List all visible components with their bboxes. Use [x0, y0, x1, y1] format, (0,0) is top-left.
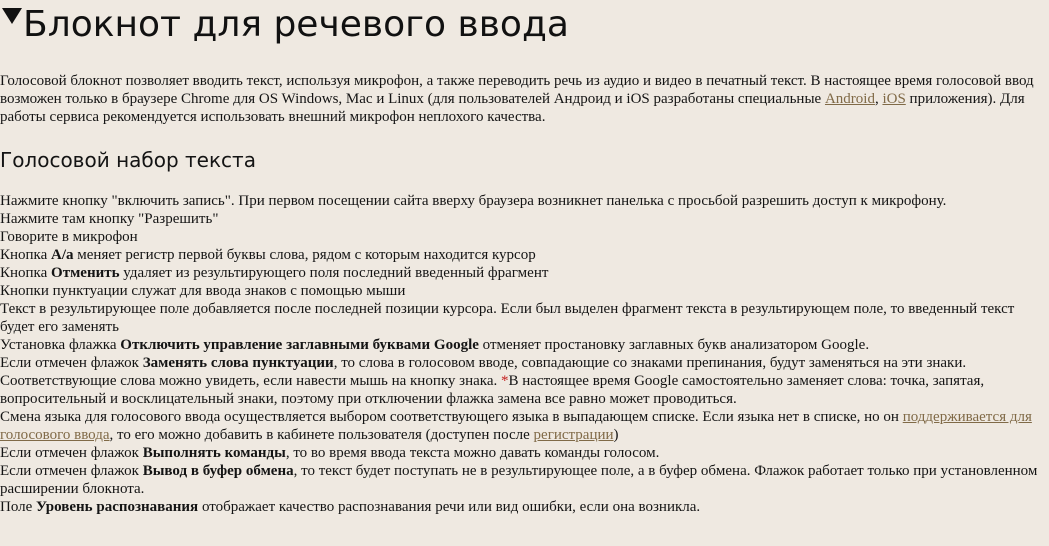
instruction-line: Текст в результирующее поле добавляется после последней позиции курсора. Если был выделен фрагмент текста в результирующем поле, то введенный текст будет его заменять	[0, 301, 1015, 335]
instruction-text: Кнопка	[0, 265, 52, 281]
supported-languages-link[interactable]: поддерживается для голосового ввода	[0, 409, 1032, 443]
instruction-text: Кнопка	[0, 247, 52, 263]
instructions-list	[0, 192, 1049, 516]
punctuation-checkbox-name: Заменять слова пунктуации	[142, 355, 334, 371]
intro-text-end: приложения). Для работы сервиса рекомендуется использовать внешний микрофон неплохого качества.	[0, 91, 1025, 125]
instruction-line	[0, 336, 1049, 354]
instruction-line: Нажмите там кнопку "Разрешить"	[0, 211, 219, 227]
commands-checkbox-name: Выполнять команды	[142, 445, 286, 461]
instruction-line	[0, 264, 1049, 282]
instruction-line	[0, 246, 1049, 264]
instruction-text: Если отмечен флажок	[0, 463, 143, 479]
page-title: Блокнот для речевого ввода	[23, 4, 569, 45]
instruction-line	[0, 354, 1049, 408]
registration-link[interactable]: регистрации	[533, 427, 614, 443]
ios-app-link[interactable]: iOS	[882, 91, 906, 107]
instruction-text: Смена языка для голосового ввода осуществляется выбором соответствующего языка в выпадающем списке. Если языка нет в списке, но он	[0, 409, 903, 425]
caps-checkbox-name: Отключить управление заглавными буквами Google	[120, 337, 479, 353]
instruction-text: В настоящее время Google самостоятельно заменяет слова: точка, запятая, вопросительный и восклицательный знаки, поэтому при отключении флажка замена все равно может проводиться.	[0, 373, 985, 407]
instruction-line: Кнопки пунктуации служат для ввода знаков с помощью мыши	[0, 283, 406, 299]
instruction-line	[0, 462, 1049, 498]
instruction-line: Нажмите кнопку "включить запись". При первом посещении сайта вверху браузера возникнет панелька с просьбой разрешить доступ к микрофону.	[0, 193, 947, 209]
collapse-triangle-icon[interactable]	[2, 8, 22, 24]
instruction-text: отображает качество распознавания речи или вид ошибки, если она возникла.	[198, 499, 701, 515]
note-asterisk: *	[501, 373, 509, 389]
case-button-name: A/a	[51, 247, 74, 263]
instruction-line: Говорите в микрофон	[0, 229, 138, 245]
instruction-line	[0, 408, 1049, 444]
android-app-link[interactable]: Android	[824, 91, 875, 107]
instruction-text: Поле	[0, 499, 37, 515]
instruction-text: , то во время ввода текста можно давать команды голосом.	[285, 445, 660, 461]
instruction-text: Если отмечен флажок	[0, 445, 143, 461]
instruction-text: удаляет из результирующего поля последний введенный фрагмент	[119, 265, 549, 281]
instruction-text: Установка флажка	[0, 337, 121, 353]
intro-paragraph	[0, 72, 1049, 126]
instruction-text: меняет регистр первой буквы слова, рядом с которым находится курсор	[73, 247, 536, 263]
title-row	[2, 2, 569, 48]
instruction-text: Если отмечен флажок	[0, 355, 143, 371]
clipboard-checkbox-name: Вывод в буфер обмена	[142, 463, 294, 479]
instruction-text: отменяет простановку заглавных букв анализатором Google.	[478, 337, 870, 353]
instruction-text: , то текст будет поступать не в результирующее поле, а в буфер обмена. Флажок работает только при установленном расширении блокнота.	[0, 463, 1038, 497]
instruction-line	[0, 498, 1049, 516]
instruction-text: , то его можно добавить в кабинете пользователя (доступен после	[109, 427, 534, 443]
instruction-line	[0, 444, 1049, 462]
recognition-level-field-name: Уровень распознавания	[36, 499, 199, 515]
intro-text: Голосовой блокнот позволяет вводить текст, используя микрофон, а также переводить речь из аудио и видео в печатный текст. В настоящее время голосовой ввод возможен только в браузере Chrome для OS Windows, Mac и Linux (для пользователей Андроид и iOS разработаны специальные	[0, 73, 1034, 107]
undo-button-name: Отменить	[51, 265, 120, 281]
instruction-text: , то слова в голосовом вводе, совпадающие со знаками препинания, будут заменяться на эти знаки. Соответствующие слова можно увидеть, если навести мышь на кнопку знака.	[0, 355, 967, 389]
instruction-text: )	[613, 427, 619, 443]
intro-comma: ,	[874, 91, 883, 107]
section-heading: Голосовой набор текста	[0, 148, 256, 172]
